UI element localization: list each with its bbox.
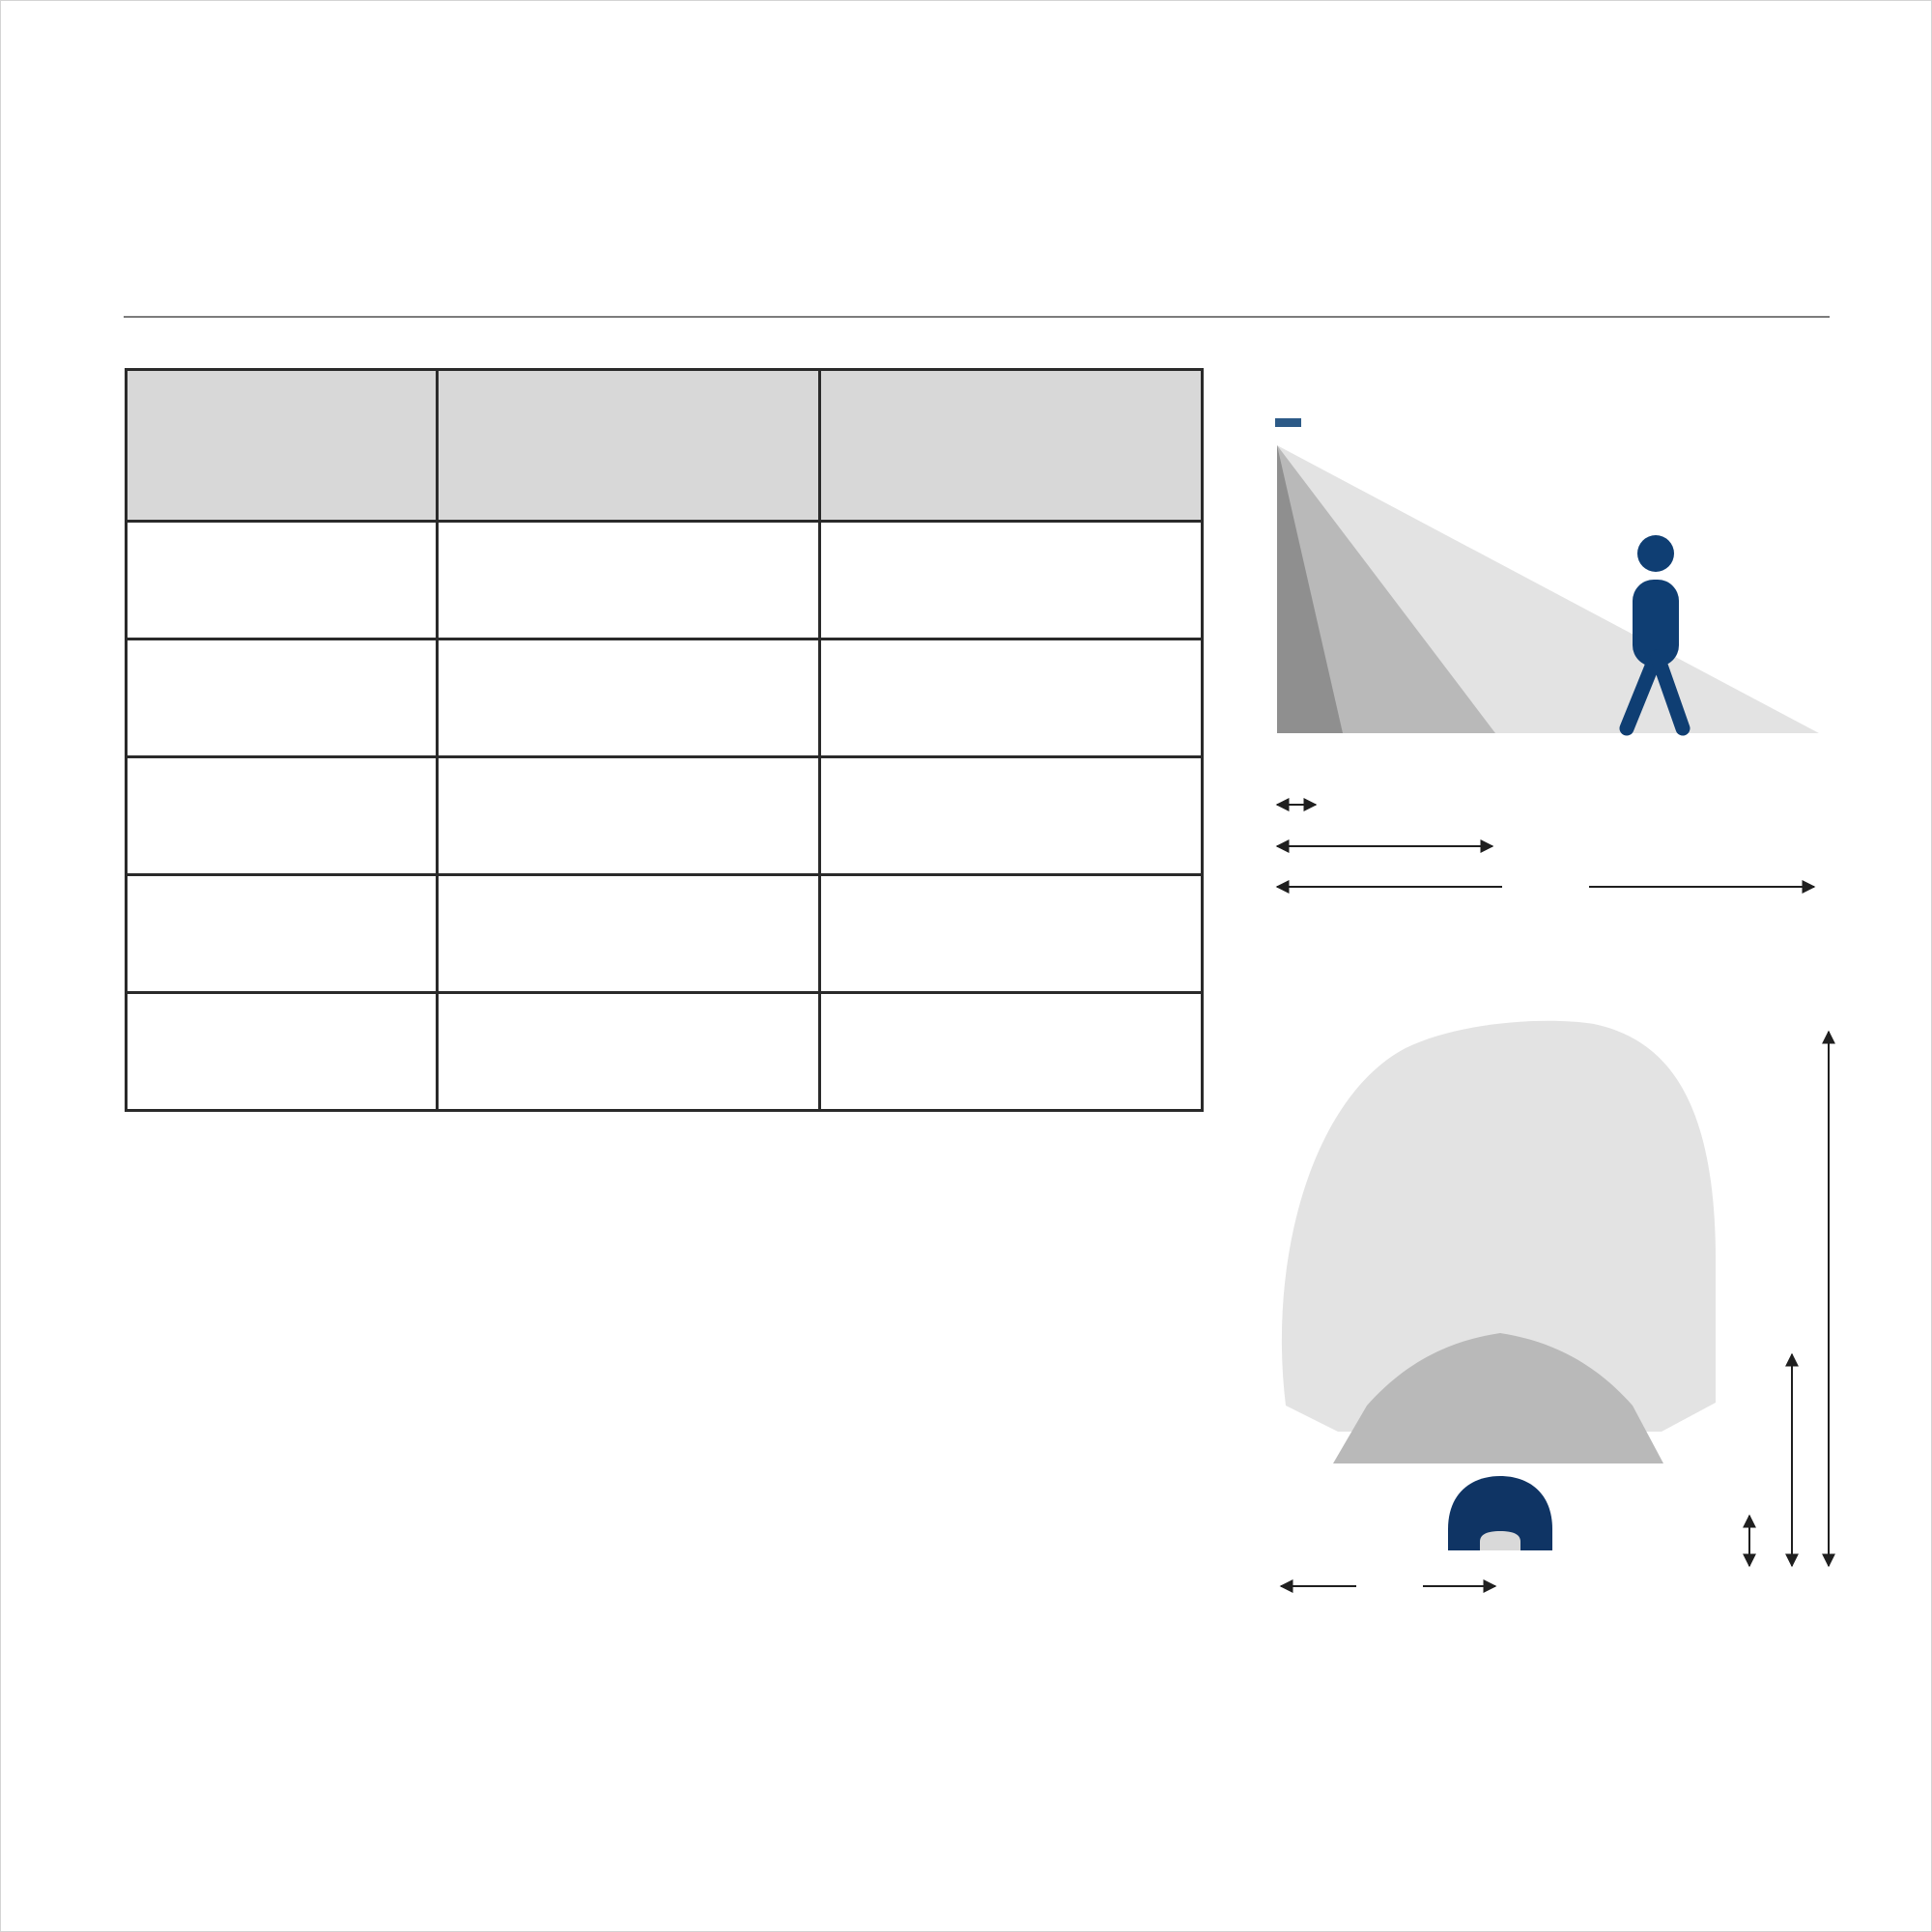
side-view-diagram: [1275, 418, 1819, 887]
sensor-side-icon: [1275, 418, 1301, 427]
sensor-lens-icon: [1480, 1531, 1520, 1550]
top-view-diagram: [1281, 1021, 1829, 1586]
